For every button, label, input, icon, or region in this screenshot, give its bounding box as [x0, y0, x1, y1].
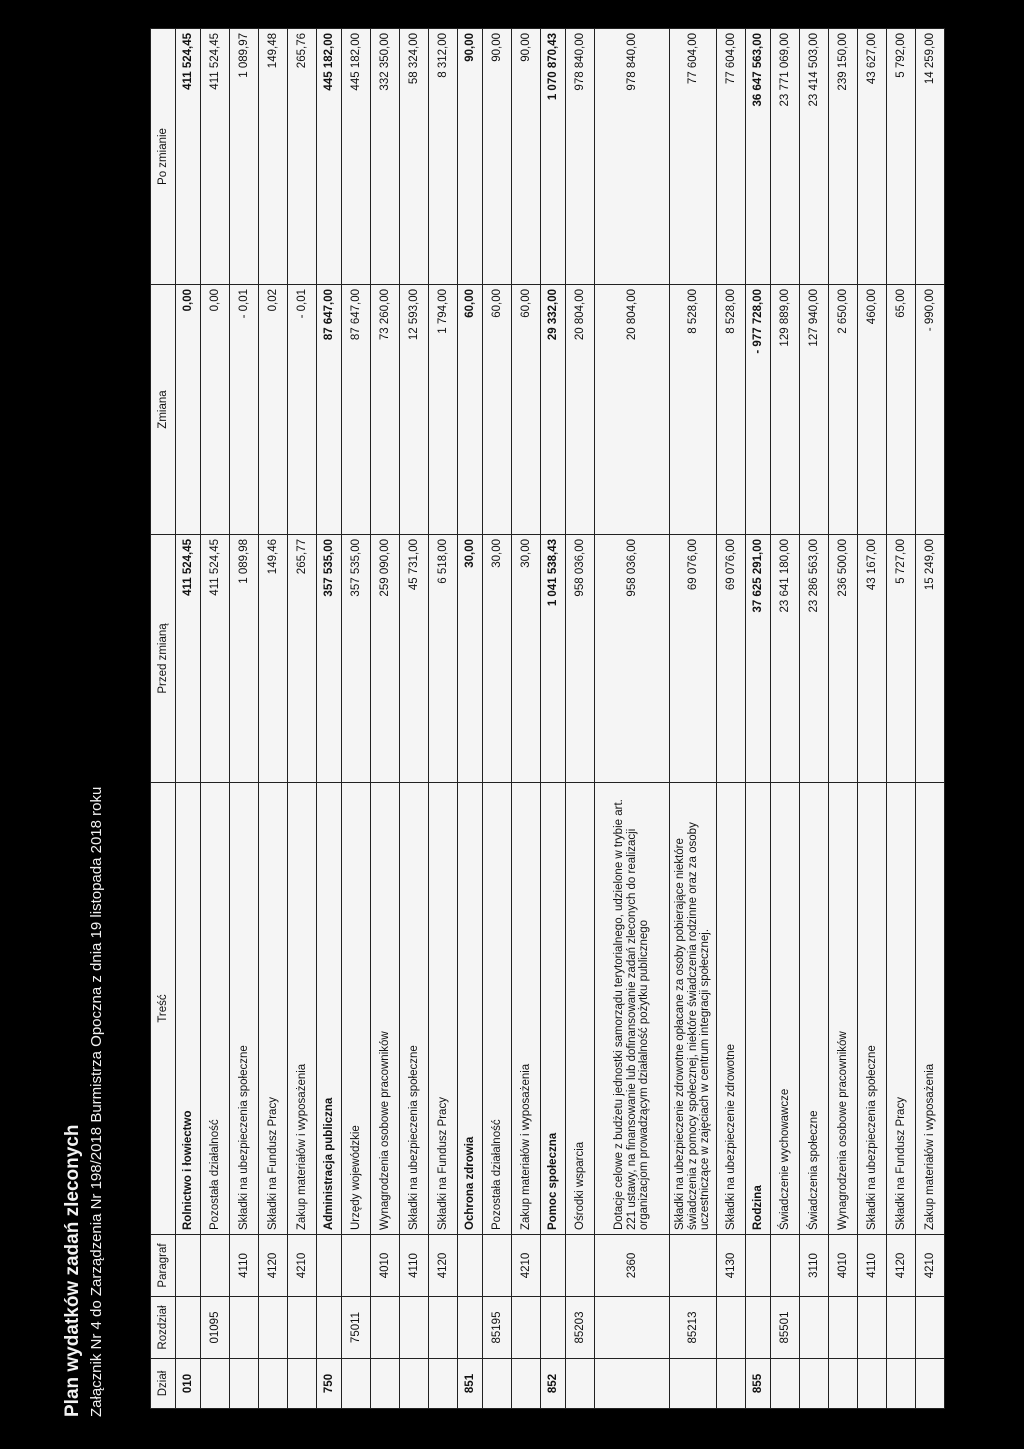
cell-dzial: [670, 1359, 717, 1409]
cell-paragraf: 4120: [887, 1235, 916, 1297]
cell-przed-zmiana: 5 727,00: [887, 535, 916, 783]
cell-rozdzial: [259, 1297, 288, 1359]
cell-po-zmianie: 149,48: [259, 29, 288, 285]
header-po-zmianie: Po zmianie: [151, 29, 176, 285]
cell-zmiana: 29 332,00: [541, 285, 566, 535]
cell-przed-zmiana: 30,00: [458, 535, 483, 783]
cell-tresc: Ośrodki wsparcia: [566, 783, 595, 1235]
cell-rozdzial: [595, 1297, 670, 1359]
cell-paragraf: [176, 1235, 201, 1297]
cell-tresc: Składki na Fundusz Pracy: [259, 783, 288, 1235]
cell-tresc: Składki na ubezpieczenia społeczne: [230, 783, 259, 1235]
table-row: [201, 29, 230, 1409]
cell-zmiana: - 990,00: [916, 285, 945, 535]
cell-po-zmianie: 58 324,00: [400, 29, 429, 285]
cell-rozdzial: [458, 1297, 483, 1359]
header-tresc: Treść: [151, 783, 176, 1235]
table-row: [858, 29, 887, 1409]
expenditure-table: [150, 28, 945, 1409]
table-row: [458, 29, 483, 1409]
cell-tresc: Dotacje celowe z budżetu jednostki samorządu terytorialnego, udzielone w trybie art. 221 ustawy, na finansowanie lub dofinansowanie zadań zleconych do realizacji organizacjom prowadzącym działalność pożytku publicznego: [595, 783, 670, 1235]
cell-paragraf: [771, 1235, 800, 1297]
cell-po-zmianie: 90,00: [458, 29, 483, 285]
cell-paragraf: 4210: [288, 1235, 317, 1297]
cell-paragraf: 4010: [371, 1235, 400, 1297]
cell-paragraf: 4110: [858, 1235, 887, 1297]
header-przed-zmiana: Przed zmianą: [151, 535, 176, 783]
table-row: [887, 29, 916, 1409]
cell-tresc: Wynagrodzenia osobowe pracowników: [371, 783, 400, 1235]
cell-przed-zmiana: 265,77: [288, 535, 317, 783]
cell-przed-zmiana: 357 535,00: [317, 535, 342, 783]
cell-zmiana: 8 528,00: [670, 285, 717, 535]
table-row: [512, 29, 541, 1409]
table-row: [288, 29, 317, 1409]
cell-tresc: Rodzina: [746, 783, 771, 1235]
table-row: [800, 29, 829, 1409]
cell-rozdzial: [887, 1297, 916, 1359]
cell-dzial: [858, 1359, 887, 1409]
cell-paragraf: [566, 1235, 595, 1297]
cell-po-zmianie: 23 771 069,00: [771, 29, 800, 285]
cell-przed-zmiana: 411 524,45: [201, 535, 230, 783]
cell-tresc: Składki na ubezpieczenie zdrowotne: [717, 783, 746, 1235]
cell-paragraf: 4120: [259, 1235, 288, 1297]
cell-tresc: Urzędy wojewódzkie: [342, 783, 371, 1235]
cell-dzial: 750: [317, 1359, 342, 1409]
cell-zmiana: - 0,01: [288, 285, 317, 535]
expenditure-table-sheet: [150, 29, 945, 1409]
cell-przed-zmiana: 43 167,00: [858, 535, 887, 783]
cell-po-zmianie: 1 070 870,43: [541, 29, 566, 285]
cell-po-zmianie: 411 524,45: [201, 29, 230, 285]
cell-zmiana: 20 804,00: [595, 285, 670, 535]
cell-tresc: Składki na ubezpieczenie zdrowotne opłacane za osoby pobierające niektóre świadczenia z pomocy społecznej, niektóre świadczenia rodzinne oraz za osoby uczestniczące w zajęciach w centrum integracji społecznej.: [670, 783, 717, 1235]
cell-rozdzial: [288, 1297, 317, 1359]
cell-paragraf: 4120: [429, 1235, 458, 1297]
cell-zmiana: 2 650,00: [829, 285, 858, 535]
cell-po-zmianie: 23 414 503,00: [800, 29, 829, 285]
cell-dzial: 851: [458, 1359, 483, 1409]
cell-zmiana: 60,00: [512, 285, 541, 535]
cell-dzial: [800, 1359, 829, 1409]
table-row: [483, 29, 512, 1409]
cell-tresc: Ochrona zdrowia: [458, 783, 483, 1235]
cell-przed-zmiana: 30,00: [483, 535, 512, 783]
table-row: [429, 29, 458, 1409]
cell-dzial: [717, 1359, 746, 1409]
cell-rozdzial: [429, 1297, 458, 1359]
cell-przed-zmiana: 37 625 291,00: [746, 535, 771, 783]
cell-przed-zmiana: 69 076,00: [670, 535, 717, 783]
cell-paragraf: [342, 1235, 371, 1297]
table-row: [717, 29, 746, 1409]
cell-paragraf: [317, 1235, 342, 1297]
cell-przed-zmiana: 149,46: [259, 535, 288, 783]
cell-przed-zmiana: 259 090,00: [371, 535, 400, 783]
cell-zmiana: 0,02: [259, 285, 288, 535]
cell-rozdzial: [317, 1297, 342, 1359]
table-row: [771, 29, 800, 1409]
document-subtitle: Załącznik Nr 4 do Zarządzenia Nr 198/2018 Burmistrza Opoczna z dnia 19 listopada 2018 roku: [88, 786, 105, 1417]
cell-rozdzial: 85213: [670, 1297, 717, 1359]
cell-po-zmianie: 5 792,00: [887, 29, 916, 285]
cell-rozdzial: [541, 1297, 566, 1359]
cell-rozdzial: 85501: [771, 1297, 800, 1359]
cell-po-zmianie: 8 312,00: [429, 29, 458, 285]
cell-rozdzial: [717, 1297, 746, 1359]
cell-paragraf: [746, 1235, 771, 1297]
table-row: [595, 29, 670, 1409]
cell-paragraf: [541, 1235, 566, 1297]
cell-dzial: [230, 1359, 259, 1409]
cell-po-zmianie: 332 350,00: [371, 29, 400, 285]
cell-tresc: Pozostała działalność: [201, 783, 230, 1235]
cell-zmiana: 73 260,00: [371, 285, 400, 535]
cell-dzial: [288, 1359, 317, 1409]
cell-po-zmianie: 43 627,00: [858, 29, 887, 285]
cell-paragraf: 2360: [595, 1235, 670, 1297]
cell-zmiana: 1 794,00: [429, 285, 458, 535]
cell-po-zmianie: 14 259,00: [916, 29, 945, 285]
cell-tresc: Pomoc społeczna: [541, 783, 566, 1235]
cell-po-zmianie: 411 524,45: [176, 29, 201, 285]
cell-po-zmianie: 77 604,00: [717, 29, 746, 285]
cell-rozdzial: [512, 1297, 541, 1359]
table-row: [670, 29, 717, 1409]
cell-tresc: Rolnictwo i łowiectwo: [176, 783, 201, 1235]
cell-dzial: [595, 1359, 670, 1409]
cell-zmiana: 20 804,00: [566, 285, 595, 535]
cell-dzial: [829, 1359, 858, 1409]
cell-zmiana: 12 593,00: [400, 285, 429, 535]
cell-dzial: [400, 1359, 429, 1409]
cell-zmiana: 87 647,00: [342, 285, 371, 535]
table-row: [746, 29, 771, 1409]
cell-dzial: 855: [746, 1359, 771, 1409]
cell-tresc: Administracja publiczna: [317, 783, 342, 1235]
cell-przed-zmiana: 15 249,00: [916, 535, 945, 783]
cell-dzial: [429, 1359, 458, 1409]
cell-tresc: Zakup materiałów i wyposażenia: [288, 783, 317, 1235]
table-row: [176, 29, 201, 1409]
cell-zmiana: 65,00: [887, 285, 916, 535]
cell-paragraf: 4110: [400, 1235, 429, 1297]
cell-paragraf: 4010: [829, 1235, 858, 1297]
cell-dzial: [371, 1359, 400, 1409]
cell-dzial: [512, 1359, 541, 1409]
cell-przed-zmiana: 6 518,00: [429, 535, 458, 783]
cell-dzial: [771, 1359, 800, 1409]
cell-tresc: Świadczenia społeczne: [800, 783, 829, 1235]
cell-dzial: [483, 1359, 512, 1409]
cell-paragraf: [483, 1235, 512, 1297]
cell-rozdzial: [829, 1297, 858, 1359]
cell-tresc: Składki na ubezpieczenia społeczne: [400, 783, 429, 1235]
cell-po-zmianie: 239 150,00: [829, 29, 858, 285]
cell-rozdzial: [230, 1297, 259, 1359]
cell-paragraf: 4210: [916, 1235, 945, 1297]
table-row: [566, 29, 595, 1409]
cell-po-zmianie: 978 840,00: [566, 29, 595, 285]
cell-przed-zmiana: 30,00: [512, 535, 541, 783]
cell-rozdzial: 01095: [201, 1297, 230, 1359]
cell-przed-zmiana: 1 041 538,43: [541, 535, 566, 783]
cell-dzial: [259, 1359, 288, 1409]
cell-rozdzial: [371, 1297, 400, 1359]
cell-rozdzial: [746, 1297, 771, 1359]
cell-rozdzial: [800, 1297, 829, 1359]
cell-przed-zmiana: 958 036,00: [595, 535, 670, 783]
cell-dzial: [201, 1359, 230, 1409]
cell-po-zmianie: 978 840,00: [595, 29, 670, 285]
header-zmiana: Zmiana: [151, 285, 176, 535]
cell-przed-zmiana: 236 500,00: [829, 535, 858, 783]
cell-po-zmianie: 90,00: [483, 29, 512, 285]
cell-rozdzial: [916, 1297, 945, 1359]
cell-przed-zmiana: 69 076,00: [717, 535, 746, 783]
cell-zmiana: 127 940,00: [800, 285, 829, 535]
cell-zmiana: 87 647,00: [317, 285, 342, 535]
cell-paragraf: [201, 1235, 230, 1297]
cell-przed-zmiana: 411 524,45: [176, 535, 201, 783]
cell-zmiana: 0,00: [176, 285, 201, 535]
cell-zmiana: 0,00: [201, 285, 230, 535]
cell-dzial: [566, 1359, 595, 1409]
table-row: [259, 29, 288, 1409]
cell-po-zmianie: 445 182,00: [342, 29, 371, 285]
cell-przed-zmiana: 23 641 180,00: [771, 535, 800, 783]
cell-tresc: Składki na ubezpieczenia społeczne: [858, 783, 887, 1235]
cell-rozdzial: 75011: [342, 1297, 371, 1359]
table-row: [230, 29, 259, 1409]
table-body: [176, 29, 945, 1409]
document-title: Plan wydatków zadań zleconych: [62, 1124, 83, 1417]
table-row: [916, 29, 945, 1409]
cell-rozdzial: [176, 1297, 201, 1359]
cell-dzial: [887, 1359, 916, 1409]
header-paragraf: Paragraf: [151, 1235, 176, 1297]
cell-dzial: 010: [176, 1359, 201, 1409]
cell-tresc: Składki na Fundusz Pracy: [429, 783, 458, 1235]
cell-zmiana: 60,00: [458, 285, 483, 535]
cell-tresc: Świadczenie wychowawcze: [771, 783, 800, 1235]
table-header-row: [151, 29, 176, 1409]
cell-zmiana: - 977 728,00: [746, 285, 771, 535]
cell-po-zmianie: 1 089,97: [230, 29, 259, 285]
cell-zmiana: - 0,01: [230, 285, 259, 535]
table-row: [400, 29, 429, 1409]
cell-przed-zmiana: 45 731,00: [400, 535, 429, 783]
cell-zmiana: 60,00: [483, 285, 512, 535]
cell-po-zmianie: 36 647 563,00: [746, 29, 771, 285]
cell-paragraf: 4130: [717, 1235, 746, 1297]
cell-przed-zmiana: 1 089,98: [230, 535, 259, 783]
cell-paragraf: 3110: [800, 1235, 829, 1297]
cell-po-zmianie: 445 182,00: [317, 29, 342, 285]
cell-tresc: Zakup materiałów i wyposażenia: [512, 783, 541, 1235]
cell-paragraf: [458, 1235, 483, 1297]
cell-paragraf: 4210: [512, 1235, 541, 1297]
cell-dzial: [342, 1359, 371, 1409]
cell-tresc: Składki na Fundusz Pracy: [887, 783, 916, 1235]
table-row: [541, 29, 566, 1409]
header-rozdzial: Rozdział: [151, 1297, 176, 1359]
cell-tresc: Wynagrodzenia osobowe pracowników: [829, 783, 858, 1235]
cell-po-zmianie: 77 604,00: [670, 29, 717, 285]
header-dzial: Dział: [151, 1359, 176, 1409]
table-row: [342, 29, 371, 1409]
cell-zmiana: 129 889,00: [771, 285, 800, 535]
table-row: [371, 29, 400, 1409]
cell-przed-zmiana: 357 535,00: [342, 535, 371, 783]
table-row: [317, 29, 342, 1409]
cell-po-zmianie: 90,00: [512, 29, 541, 285]
cell-przed-zmiana: 23 286 563,00: [800, 535, 829, 783]
cell-zmiana: 8 528,00: [717, 285, 746, 535]
cell-rozdzial: 85203: [566, 1297, 595, 1359]
cell-rozdzial: 85195: [483, 1297, 512, 1359]
cell-paragraf: 4110: [230, 1235, 259, 1297]
cell-rozdzial: [858, 1297, 887, 1359]
cell-tresc: Pozostała działalność: [483, 783, 512, 1235]
cell-po-zmianie: 265,76: [288, 29, 317, 285]
cell-tresc: Zakup materiałów i wyposażenia: [916, 783, 945, 1235]
table-row: [829, 29, 858, 1409]
cell-dzial: 852: [541, 1359, 566, 1409]
cell-przed-zmiana: 958 036,00: [566, 535, 595, 783]
cell-zmiana: 460,00: [858, 285, 887, 535]
cell-paragraf: [670, 1235, 717, 1297]
cell-rozdzial: [400, 1297, 429, 1359]
cell-dzial: [916, 1359, 945, 1409]
